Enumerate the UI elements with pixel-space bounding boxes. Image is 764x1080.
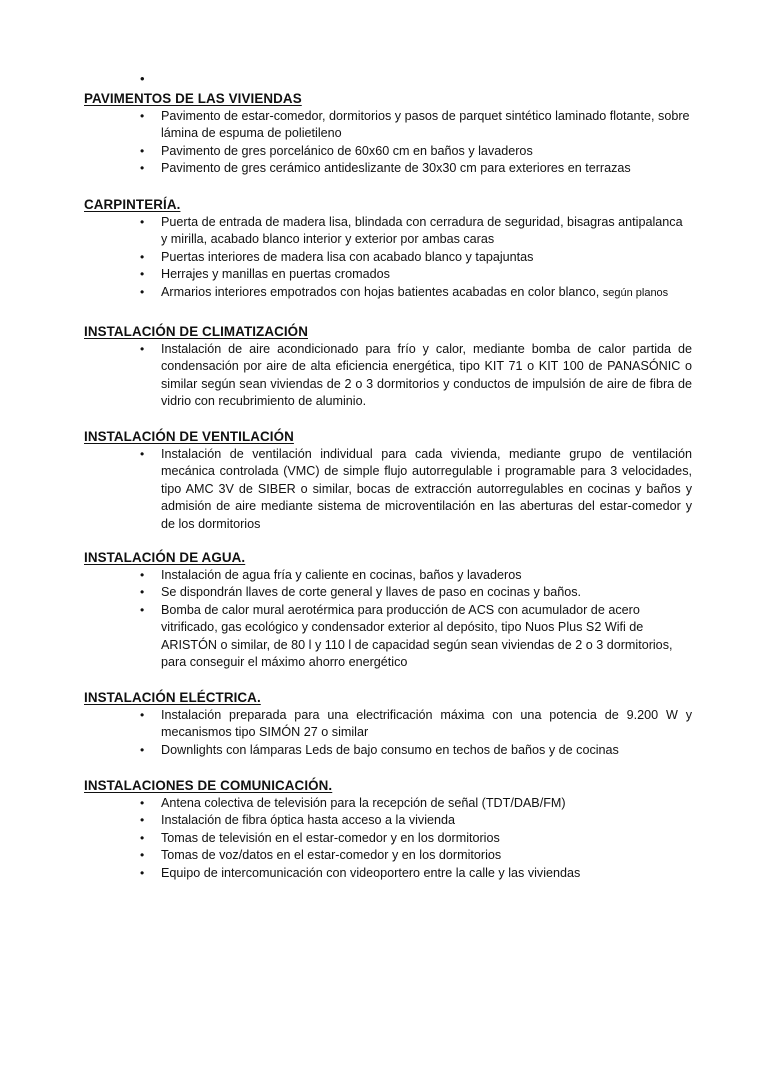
list-item: • Equipo de intercomunicación con videoportero entre la calle y las viviendas — [84, 865, 692, 882]
stray-bullet: • — [140, 71, 145, 86]
list-item: • Bomba de calor mural aerotérmica para producción de ACS con acumulador de acero vitrificado, gas ecológico y condensador exterior al depósito, tipo Nuos Plus S2 Wifi de ARISTÓN o similar, de 80 l y 110 l de capacidad según sean viviendas de 2 o 3 dormitorios, para conseguir el máximo ahorro energético — [140, 602, 673, 670]
bullet-icon: • — [140, 848, 145, 863]
list-item: • Pavimento de gres cerámico antideslizante de 30x30 cm para exteriores en terrazas — [84, 160, 692, 177]
bullet-icon: • — [140, 161, 145, 176]
section-heading: INSTALACIONES DE COMUNICACIÓN. — [84, 778, 333, 793]
bullet-icon: • — [140, 865, 145, 880]
bullet-icon: • — [140, 342, 145, 356]
bullet-list — [84, 214, 692, 302]
section-comunicacion — [84, 777, 692, 882]
bullet-icon: • — [140, 708, 145, 722]
section-ventilacion — [84, 428, 692, 533]
section-heading: CARPINTERÍA. — [84, 197, 181, 212]
section-heading: PAVIMENTOS DE LAS VIVIENDAS — [84, 91, 302, 106]
list-item: • Se dispondrán llaves de corte general y llaves de paso en cocinas y baños. — [84, 584, 692, 601]
bullet-icon: • — [140, 267, 145, 282]
bullet-icon: • — [140, 143, 145, 158]
bullet-icon: • — [140, 796, 145, 810]
bullet-icon: • — [140, 215, 145, 229]
section-pavimentos — [84, 90, 692, 178]
list-item: • Herrajes y manillas en puertas cromados — [84, 266, 692, 283]
bullet-icon: • — [140, 602, 145, 617]
bullet-icon: • — [140, 249, 145, 264]
list-item: • Antena colectiva de televisión para la recepción de señal (TDT/DAB/FM) — [84, 795, 692, 812]
bullet-icon: • — [140, 447, 145, 461]
bullet-icon: • — [140, 813, 145, 828]
list-item: • Puertas interiores de madera lisa con acabado blanco y tapajuntas — [84, 249, 692, 266]
list-item: • Tomas de televisión en el estar-comedor y en los dormitorios — [84, 830, 692, 847]
bullet-list — [84, 446, 692, 533]
list-item: • Instalación preparada para una electrificación máxima con una potencia de 9.200 W y mecanismos tipo SIMÓN 27 o similar — [140, 708, 692, 740]
section-climatizacion — [84, 323, 692, 411]
section-agua — [84, 549, 692, 671]
list-item: • Puerta de entrada de madera lisa, blindada con cerradura de seguridad, bisagras antipalanca y mirilla, acabado blanco interior y exterior por ambas caras — [140, 215, 683, 247]
list-item: • Pavimento de estar-comedor, dormitorios y pasos de parquet sintético laminado flotante, sobre lámina de espuma de polietileno — [140, 109, 690, 141]
bullet-list — [84, 567, 692, 671]
list-item: • Instalación de fibra óptica hasta acceso a la vivienda — [84, 812, 692, 829]
bullet-list — [84, 108, 692, 178]
section-heading: INSTALACIÓN DE AGUA. — [84, 550, 246, 565]
list-item: • Armarios interiores empotrados con hojas batientes acabadas en color blanco, según planos — [84, 284, 692, 302]
list-item: • Instalación de ventilación individual para cada vivienda, mediante grupo de ventilación mecánica controlada (VMC) de simple flujo autorregulable i programable para 3 velocidades, tipo AMC 3V de SIBER o similar, bocas de extracción autorregulables en cocinas y baños y admisión de aire mediante sistema de microventilación en las aberturas del estar-comedor y de los dormitorios — [140, 447, 692, 531]
bullet-icon: • — [140, 109, 145, 123]
section-carpinteria — [84, 196, 692, 302]
list-item: • Pavimento de gres porcelánico de 60x60 cm en baños y lavaderos — [84, 143, 692, 160]
bullet-list — [84, 707, 692, 759]
list-item: • Instalación de agua fría y caliente en cocinas, baños y lavaderos — [84, 567, 692, 584]
list-item: • Tomas de voz/datos en el estar-comedor y en los dormitorios — [84, 847, 692, 864]
section-heading: INSTALACIÓN DE CLIMATIZACIÓN — [84, 324, 308, 339]
list-item: • Downlights con lámparas Leds de bajo consumo en techos de baños y de cocinas — [84, 742, 692, 759]
bullet-icon: • — [140, 284, 145, 299]
bullet-icon: • — [140, 742, 145, 757]
section-heading: INSTALACIÓN ELÉCTRICA. — [84, 690, 261, 705]
section-electrica — [84, 689, 692, 759]
bullet-icon: • — [140, 830, 145, 845]
bullet-icon: • — [140, 568, 145, 582]
bullet-list — [84, 341, 692, 411]
item-note: según planos — [602, 286, 669, 299]
bullet-list — [84, 795, 692, 882]
list-item: • Instalación de aire acondicionado para frío y calor, mediante bomba de calor partida de condensación por aire de alta eficiencia energética, tipo KIT 71 o KIT 100 de PANASÓNIC o similar según sean viviendas de 2 o 3 dormitorios y conductos de impulsión de aire de fibra de vidrio con recubrimiento de aluminio. — [140, 342, 692, 409]
bullet-icon: • — [140, 585, 145, 600]
section-heading: INSTALACIÓN DE VENTILACIÓN — [84, 429, 294, 444]
